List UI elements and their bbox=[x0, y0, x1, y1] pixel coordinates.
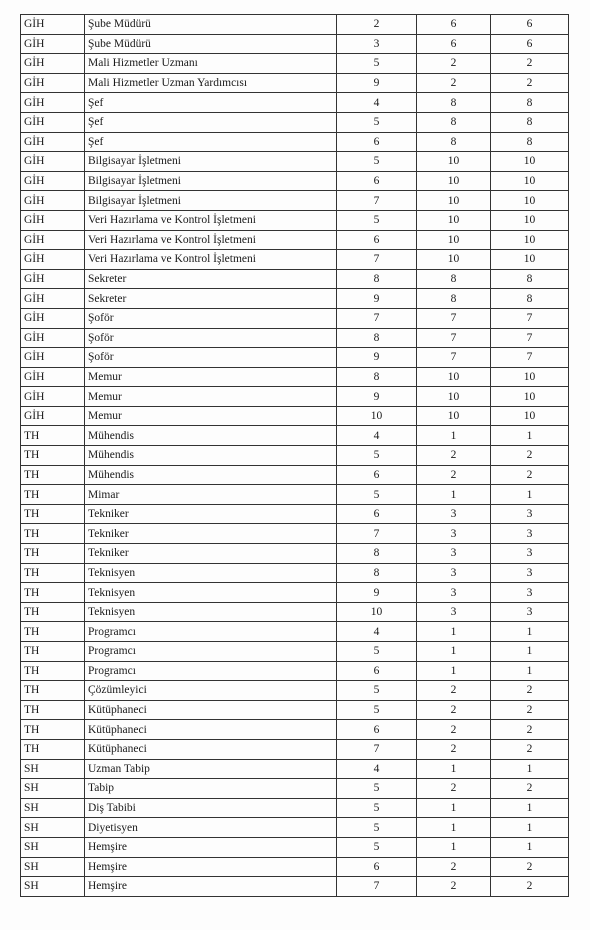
class-cell: TH bbox=[21, 642, 85, 662]
position-title-cell: Programcı bbox=[85, 622, 337, 642]
grade-cell: 4 bbox=[337, 622, 417, 642]
table-row bbox=[21, 720, 569, 740]
count-cell: 2 bbox=[417, 739, 491, 759]
position-title-cell: Hemşire bbox=[85, 877, 337, 897]
class-cell: TH bbox=[21, 602, 85, 622]
total-cell: 10 bbox=[491, 171, 569, 191]
class-cell: GİH bbox=[21, 34, 85, 54]
count-cell: 8 bbox=[417, 269, 491, 289]
class-cell: GİH bbox=[21, 112, 85, 132]
total-cell: 10 bbox=[491, 191, 569, 211]
grade-cell: 5 bbox=[337, 210, 417, 230]
class-cell: SH bbox=[21, 759, 85, 779]
position-title-cell: Veri Hazırlama ve Kontrol İşletmeni bbox=[85, 230, 337, 250]
position-title-cell: Diyetisyen bbox=[85, 818, 337, 838]
total-cell: 2 bbox=[491, 54, 569, 74]
grade-cell: 7 bbox=[337, 524, 417, 544]
grade-cell: 8 bbox=[337, 269, 417, 289]
total-cell: 7 bbox=[491, 308, 569, 328]
total-cell: 10 bbox=[491, 230, 569, 250]
class-cell: GİH bbox=[21, 171, 85, 191]
grade-cell: 8 bbox=[337, 563, 417, 583]
position-title-cell: Mühendis bbox=[85, 446, 337, 466]
grade-cell: 6 bbox=[337, 857, 417, 877]
table-row bbox=[21, 877, 569, 897]
class-cell: TH bbox=[21, 544, 85, 564]
total-cell: 7 bbox=[491, 328, 569, 348]
table-row bbox=[21, 779, 569, 799]
table-row bbox=[21, 93, 569, 113]
table-row bbox=[21, 739, 569, 759]
count-cell: 2 bbox=[417, 720, 491, 740]
grade-cell: 3 bbox=[337, 34, 417, 54]
count-cell: 10 bbox=[417, 367, 491, 387]
class-cell: SH bbox=[21, 857, 85, 877]
count-cell: 7 bbox=[417, 328, 491, 348]
count-cell: 10 bbox=[417, 230, 491, 250]
total-cell: 1 bbox=[491, 642, 569, 662]
count-cell: 1 bbox=[417, 837, 491, 857]
grade-cell: 5 bbox=[337, 112, 417, 132]
grade-cell: 9 bbox=[337, 387, 417, 407]
grade-cell: 6 bbox=[337, 132, 417, 152]
total-cell: 10 bbox=[491, 210, 569, 230]
position-title-cell: Hemşire bbox=[85, 857, 337, 877]
table-row bbox=[21, 622, 569, 642]
grade-cell: 5 bbox=[337, 152, 417, 172]
table-row bbox=[21, 15, 569, 35]
table-row bbox=[21, 73, 569, 93]
class-cell: GİH bbox=[21, 308, 85, 328]
position-title-cell: Şoför bbox=[85, 308, 337, 328]
position-title-cell: Sekreter bbox=[85, 269, 337, 289]
class-cell: SH bbox=[21, 798, 85, 818]
position-title-cell: Çözümleyici bbox=[85, 681, 337, 701]
table-row bbox=[21, 681, 569, 701]
table-row bbox=[21, 583, 569, 603]
count-cell: 2 bbox=[417, 446, 491, 466]
count-cell: 8 bbox=[417, 132, 491, 152]
table-row bbox=[21, 446, 569, 466]
table-row bbox=[21, 54, 569, 74]
table-row bbox=[21, 563, 569, 583]
position-title-cell: Bilgisayar İşletmeni bbox=[85, 191, 337, 211]
position-title-cell: Teknisyen bbox=[85, 602, 337, 622]
class-cell: GİH bbox=[21, 367, 85, 387]
total-cell: 2 bbox=[491, 465, 569, 485]
position-title-cell: Uzman Tabip bbox=[85, 759, 337, 779]
grade-cell: 8 bbox=[337, 544, 417, 564]
table-row bbox=[21, 602, 569, 622]
table-row bbox=[21, 132, 569, 152]
position-title-cell: Programcı bbox=[85, 642, 337, 662]
count-cell: 2 bbox=[417, 465, 491, 485]
table-row bbox=[21, 230, 569, 250]
position-title-cell: Programcı bbox=[85, 661, 337, 681]
count-cell: 1 bbox=[417, 818, 491, 838]
total-cell: 1 bbox=[491, 818, 569, 838]
table-row bbox=[21, 700, 569, 720]
count-cell: 7 bbox=[417, 348, 491, 368]
position-title-cell: Şube Müdürü bbox=[85, 34, 337, 54]
grade-cell: 7 bbox=[337, 250, 417, 270]
total-cell: 2 bbox=[491, 857, 569, 877]
count-cell: 2 bbox=[417, 877, 491, 897]
class-cell: TH bbox=[21, 700, 85, 720]
total-cell: 8 bbox=[491, 112, 569, 132]
count-cell: 10 bbox=[417, 171, 491, 191]
position-title-cell: Memur bbox=[85, 387, 337, 407]
total-cell: 8 bbox=[491, 289, 569, 309]
count-cell: 10 bbox=[417, 152, 491, 172]
count-cell: 1 bbox=[417, 642, 491, 662]
total-cell: 1 bbox=[491, 837, 569, 857]
table-row bbox=[21, 524, 569, 544]
position-title-cell: Bilgisayar İşletmeni bbox=[85, 152, 337, 172]
count-cell: 10 bbox=[417, 210, 491, 230]
table-row bbox=[21, 191, 569, 211]
position-title-cell: Şef bbox=[85, 132, 337, 152]
class-cell: TH bbox=[21, 465, 85, 485]
class-cell: GİH bbox=[21, 54, 85, 74]
total-cell: 1 bbox=[491, 485, 569, 505]
grade-cell: 7 bbox=[337, 308, 417, 328]
total-cell: 2 bbox=[491, 877, 569, 897]
count-cell: 10 bbox=[417, 250, 491, 270]
class-cell: TH bbox=[21, 446, 85, 466]
table-row bbox=[21, 818, 569, 838]
class-cell: SH bbox=[21, 877, 85, 897]
table-row bbox=[21, 34, 569, 54]
total-cell: 2 bbox=[491, 779, 569, 799]
total-cell: 10 bbox=[491, 152, 569, 172]
grade-cell: 10 bbox=[337, 602, 417, 622]
table-row bbox=[21, 348, 569, 368]
count-cell: 2 bbox=[417, 700, 491, 720]
class-cell: GİH bbox=[21, 289, 85, 309]
total-cell: 1 bbox=[491, 661, 569, 681]
position-title-cell: Teknisyen bbox=[85, 583, 337, 603]
staff-positions-body bbox=[21, 15, 569, 897]
class-cell: SH bbox=[21, 818, 85, 838]
count-cell: 10 bbox=[417, 406, 491, 426]
total-cell: 3 bbox=[491, 602, 569, 622]
position-title-cell: Memur bbox=[85, 406, 337, 426]
grade-cell: 5 bbox=[337, 818, 417, 838]
table-row bbox=[21, 857, 569, 877]
grade-cell: 9 bbox=[337, 583, 417, 603]
table-row bbox=[21, 798, 569, 818]
grade-cell: 7 bbox=[337, 739, 417, 759]
position-title-cell: Şef bbox=[85, 112, 337, 132]
total-cell: 10 bbox=[491, 387, 569, 407]
total-cell: 3 bbox=[491, 563, 569, 583]
total-cell: 10 bbox=[491, 406, 569, 426]
grade-cell: 9 bbox=[337, 73, 417, 93]
grade-cell: 6 bbox=[337, 465, 417, 485]
grade-cell: 10 bbox=[337, 406, 417, 426]
class-cell: GİH bbox=[21, 132, 85, 152]
count-cell: 8 bbox=[417, 289, 491, 309]
position-title-cell: Memur bbox=[85, 367, 337, 387]
position-title-cell: Tekniker bbox=[85, 544, 337, 564]
table-row bbox=[21, 112, 569, 132]
grade-cell: 5 bbox=[337, 681, 417, 701]
grade-cell: 5 bbox=[337, 837, 417, 857]
total-cell: 3 bbox=[491, 504, 569, 524]
position-title-cell: Mühendis bbox=[85, 465, 337, 485]
class-cell: GİH bbox=[21, 152, 85, 172]
class-cell: GİH bbox=[21, 210, 85, 230]
table-row bbox=[21, 387, 569, 407]
count-cell: 1 bbox=[417, 798, 491, 818]
count-cell: 3 bbox=[417, 583, 491, 603]
class-cell: GİH bbox=[21, 15, 85, 35]
position-title-cell: Mühendis bbox=[85, 426, 337, 446]
class-cell: SH bbox=[21, 837, 85, 857]
position-title-cell: Sekreter bbox=[85, 289, 337, 309]
table-row bbox=[21, 426, 569, 446]
position-title-cell: Tekniker bbox=[85, 504, 337, 524]
position-title-cell: Kütüphaneci bbox=[85, 720, 337, 740]
count-cell: 2 bbox=[417, 73, 491, 93]
count-cell: 2 bbox=[417, 857, 491, 877]
count-cell: 3 bbox=[417, 524, 491, 544]
grade-cell: 5 bbox=[337, 485, 417, 505]
count-cell: 10 bbox=[417, 191, 491, 211]
total-cell: 2 bbox=[491, 73, 569, 93]
count-cell: 3 bbox=[417, 563, 491, 583]
position-title-cell: Mali Hizmetler Uzmanı bbox=[85, 54, 337, 74]
count-cell: 8 bbox=[417, 93, 491, 113]
total-cell: 3 bbox=[491, 524, 569, 544]
count-cell: 1 bbox=[417, 622, 491, 642]
table-row bbox=[21, 661, 569, 681]
table-row bbox=[21, 367, 569, 387]
table-row bbox=[21, 171, 569, 191]
grade-cell: 6 bbox=[337, 230, 417, 250]
position-title-cell: Veri Hazırlama ve Kontrol İşletmeni bbox=[85, 250, 337, 270]
grade-cell: 4 bbox=[337, 426, 417, 446]
staff-positions-table bbox=[20, 14, 569, 897]
count-cell: 1 bbox=[417, 759, 491, 779]
position-title-cell: Şoför bbox=[85, 348, 337, 368]
total-cell: 2 bbox=[491, 681, 569, 701]
class-cell: GİH bbox=[21, 230, 85, 250]
class-cell: GİH bbox=[21, 328, 85, 348]
position-title-cell: Bilgisayar İşletmeni bbox=[85, 171, 337, 191]
total-cell: 3 bbox=[491, 583, 569, 603]
grade-cell: 5 bbox=[337, 798, 417, 818]
table-row bbox=[21, 504, 569, 524]
grade-cell: 5 bbox=[337, 779, 417, 799]
class-cell: TH bbox=[21, 504, 85, 524]
count-cell: 6 bbox=[417, 15, 491, 35]
total-cell: 1 bbox=[491, 426, 569, 446]
class-cell: GİH bbox=[21, 348, 85, 368]
class-cell: TH bbox=[21, 720, 85, 740]
class-cell: GİH bbox=[21, 93, 85, 113]
position-title-cell: Hemşire bbox=[85, 837, 337, 857]
grade-cell: 5 bbox=[337, 642, 417, 662]
total-cell: 2 bbox=[491, 446, 569, 466]
grade-cell: 4 bbox=[337, 759, 417, 779]
class-cell: TH bbox=[21, 681, 85, 701]
grade-cell: 6 bbox=[337, 504, 417, 524]
position-title-cell: Teknisyen bbox=[85, 563, 337, 583]
table-row bbox=[21, 544, 569, 564]
table-row bbox=[21, 152, 569, 172]
position-title-cell: Kütüphaneci bbox=[85, 700, 337, 720]
total-cell: 1 bbox=[491, 759, 569, 779]
table-row bbox=[21, 485, 569, 505]
position-title-cell: Mali Hizmetler Uzman Yardımcısı bbox=[85, 73, 337, 93]
class-cell: TH bbox=[21, 524, 85, 544]
count-cell: 3 bbox=[417, 544, 491, 564]
grade-cell: 9 bbox=[337, 348, 417, 368]
count-cell: 3 bbox=[417, 504, 491, 524]
count-cell: 10 bbox=[417, 387, 491, 407]
position-title-cell: Şoför bbox=[85, 328, 337, 348]
class-cell: GİH bbox=[21, 250, 85, 270]
class-cell: TH bbox=[21, 583, 85, 603]
count-cell: 2 bbox=[417, 681, 491, 701]
grade-cell: 8 bbox=[337, 328, 417, 348]
total-cell: 2 bbox=[491, 739, 569, 759]
total-cell: 2 bbox=[491, 720, 569, 740]
total-cell: 10 bbox=[491, 250, 569, 270]
total-cell: 8 bbox=[491, 269, 569, 289]
count-cell: 3 bbox=[417, 602, 491, 622]
grade-cell: 9 bbox=[337, 289, 417, 309]
count-cell: 8 bbox=[417, 112, 491, 132]
table-row bbox=[21, 642, 569, 662]
class-cell: GİH bbox=[21, 191, 85, 211]
position-title-cell: Mimar bbox=[85, 485, 337, 505]
class-cell: TH bbox=[21, 563, 85, 583]
total-cell: 2 bbox=[491, 700, 569, 720]
position-title-cell: Tabip bbox=[85, 779, 337, 799]
class-cell: TH bbox=[21, 739, 85, 759]
count-cell: 6 bbox=[417, 34, 491, 54]
grade-cell: 8 bbox=[337, 367, 417, 387]
class-cell: TH bbox=[21, 426, 85, 446]
position-title-cell: Şef bbox=[85, 93, 337, 113]
table-row bbox=[21, 406, 569, 426]
table-row bbox=[21, 250, 569, 270]
count-cell: 1 bbox=[417, 426, 491, 446]
count-cell: 1 bbox=[417, 485, 491, 505]
total-cell: 7 bbox=[491, 348, 569, 368]
grade-cell: 6 bbox=[337, 720, 417, 740]
position-title-cell: Şube Müdürü bbox=[85, 15, 337, 35]
total-cell: 8 bbox=[491, 93, 569, 113]
total-cell: 6 bbox=[491, 15, 569, 35]
count-cell: 2 bbox=[417, 779, 491, 799]
count-cell: 1 bbox=[417, 661, 491, 681]
table-row bbox=[21, 289, 569, 309]
table-row bbox=[21, 308, 569, 328]
total-cell: 1 bbox=[491, 798, 569, 818]
class-cell: TH bbox=[21, 622, 85, 642]
class-cell: GİH bbox=[21, 387, 85, 407]
table-row bbox=[21, 210, 569, 230]
class-cell: GİH bbox=[21, 73, 85, 93]
table-row bbox=[21, 465, 569, 485]
grade-cell: 5 bbox=[337, 54, 417, 74]
total-cell: 1 bbox=[491, 622, 569, 642]
grade-cell: 6 bbox=[337, 171, 417, 191]
class-cell: GİH bbox=[21, 269, 85, 289]
grade-cell: 7 bbox=[337, 877, 417, 897]
class-cell: TH bbox=[21, 485, 85, 505]
table-row bbox=[21, 759, 569, 779]
class-cell: SH bbox=[21, 779, 85, 799]
position-title-cell: Tekniker bbox=[85, 524, 337, 544]
count-cell: 2 bbox=[417, 54, 491, 74]
table-row bbox=[21, 837, 569, 857]
grade-cell: 2 bbox=[337, 15, 417, 35]
table-row bbox=[21, 269, 569, 289]
grade-cell: 6 bbox=[337, 661, 417, 681]
total-cell: 10 bbox=[491, 367, 569, 387]
count-cell: 7 bbox=[417, 308, 491, 328]
grade-cell: 5 bbox=[337, 700, 417, 720]
position-title-cell: Diş Tabibi bbox=[85, 798, 337, 818]
grade-cell: 7 bbox=[337, 191, 417, 211]
total-cell: 8 bbox=[491, 132, 569, 152]
table-row bbox=[21, 328, 569, 348]
total-cell: 3 bbox=[491, 544, 569, 564]
class-cell: TH bbox=[21, 661, 85, 681]
grade-cell: 4 bbox=[337, 93, 417, 113]
class-cell: GİH bbox=[21, 406, 85, 426]
position-title-cell: Veri Hazırlama ve Kontrol İşletmeni bbox=[85, 210, 337, 230]
total-cell: 6 bbox=[491, 34, 569, 54]
grade-cell: 5 bbox=[337, 446, 417, 466]
position-title-cell: Kütüphaneci bbox=[85, 739, 337, 759]
